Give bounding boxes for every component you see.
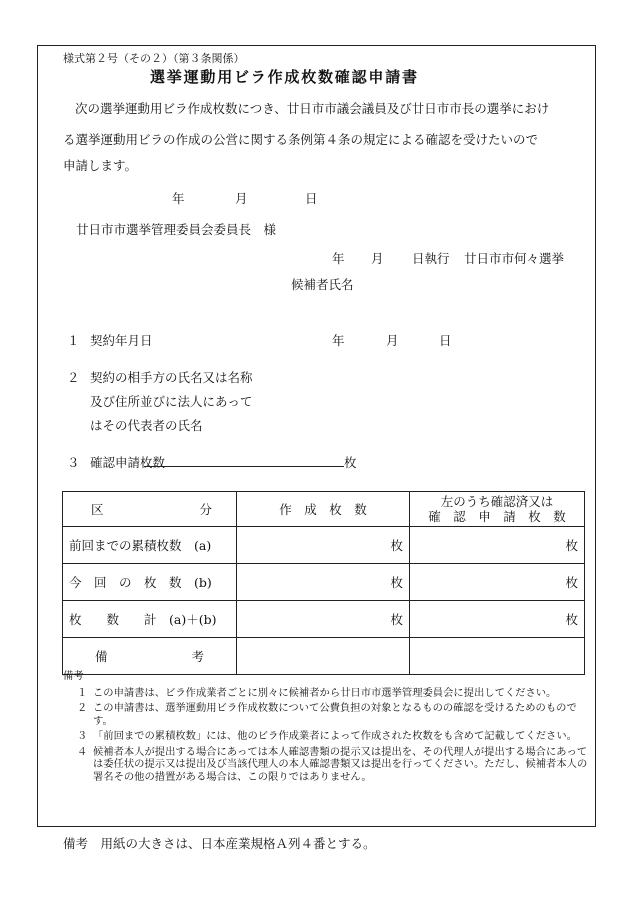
notes-heading: 備考 xyxy=(63,670,84,682)
item-2-line-3: はその代表者の氏名 xyxy=(90,418,203,433)
contract-day: 日 xyxy=(439,333,452,348)
election-name: 廿日市市何々選挙 xyxy=(464,251,565,266)
note-text: 「前回までの累積枚数」には、他のビラ作成業者によって作成された枚数をも含めて記載してください。 xyxy=(93,730,577,742)
page-title: 選挙運動用ビラ作成枚数確認申請書 xyxy=(150,68,419,86)
header-produced-count: 作 成 枚 数 xyxy=(237,492,410,527)
produced-count-cell[interactable]: 枚 xyxy=(237,527,410,564)
table-row xyxy=(63,527,585,564)
note-text: この申請書は、ビラ作成業者ごとに別々に候補者から廿日市市選挙管理委員会に提出してください。 xyxy=(93,686,557,699)
table-remarks-row xyxy=(63,638,585,675)
footer-note: 備考 用紙の大きさは、日本産業規格Ａ列４番とする。 xyxy=(63,836,376,851)
remarks-label: 備 考 xyxy=(63,638,237,675)
item-2-number: ２ xyxy=(67,370,80,385)
election-day-exec: 日執行 xyxy=(412,251,450,266)
item-1-label: 契約年月日 xyxy=(90,333,153,348)
remarks-cell[interactable] xyxy=(410,638,585,675)
header-category: 区 分 xyxy=(63,492,237,527)
item-3-unit: 枚 xyxy=(344,455,357,470)
intro-line-1: 次の選挙運動用ビラ作成枚数につき、廿日市市議会議員及び廿日市市長の選挙におけ xyxy=(75,101,550,116)
item-3-number: ３ xyxy=(67,455,80,470)
row-label: 前回までの累積枚数 (a) xyxy=(63,527,237,564)
note-text: 候補者本人が提出する場合にあっては本人確認書類の提示又は提出を、その代理人が提出する場合にあっては委任状の提示又は提出及び当該代理人の本人確認書類又は提出を行ってください。ただし、候補者本人の署名その他の措置がある場合は、この限りではありません。 xyxy=(93,745,588,783)
table-row xyxy=(63,564,585,601)
addressee: 廿日市市選挙管理委員会委員長 様 xyxy=(76,222,277,237)
header-confirmed-count: 左のうち確認済又は 確 認 申 請 枚 数 xyxy=(410,492,585,527)
row-label: 今 回 の 枚 数 (b) xyxy=(63,564,237,601)
produced-count-cell[interactable]: 枚 xyxy=(237,564,410,601)
count-table xyxy=(62,491,585,675)
remarks-cell[interactable] xyxy=(237,638,410,675)
form-number: 様式第２号（その２）（第３条関係） xyxy=(63,52,245,65)
confirmed-count-cell[interactable]: 枚 xyxy=(410,564,585,601)
intro-line-2: る選挙運動用ビラの作成の公営に関する条例第４条の規定による確認を受けたいので xyxy=(63,132,539,147)
confirmed-count-cell[interactable]: 枚 xyxy=(410,601,585,638)
election-month: 月 xyxy=(371,251,384,266)
candidate-label: 候補者氏名 xyxy=(291,277,354,292)
note-number: ２ xyxy=(77,702,88,714)
note-item xyxy=(63,730,588,743)
notes-section xyxy=(63,670,588,783)
date-month: 月 xyxy=(235,191,248,206)
confirmed-count-cell[interactable]: 枚 xyxy=(410,527,585,564)
note-number: １ xyxy=(77,686,88,699)
date-year: 年 xyxy=(172,191,185,206)
note-item xyxy=(63,702,588,727)
note-text: この申請書は、選挙運動用ビラ作成枚数について公費負担の対象となるものの確認を受けるためのものです。 xyxy=(93,702,577,727)
note-item xyxy=(63,746,588,784)
item-2-line-1: 契約の相手方の氏名又は名称 xyxy=(90,370,253,385)
produced-count-cell[interactable]: 枚 xyxy=(237,601,410,638)
note-item xyxy=(63,687,588,700)
request-count-underline xyxy=(144,466,344,467)
row-label: 枚 数 計 (a)＋(b) xyxy=(63,601,237,638)
item-2-line-2: 及び住所並びに法人にあって xyxy=(90,394,253,409)
note-number: ３ xyxy=(77,730,88,742)
contract-month: 月 xyxy=(386,333,399,348)
election-year: 年 xyxy=(332,251,345,266)
item-1-number: １ xyxy=(67,333,80,348)
table-header-row xyxy=(63,492,585,527)
contract-year: 年 xyxy=(332,333,345,348)
intro-line-3: 申請します。 xyxy=(63,158,138,173)
date-day: 日 xyxy=(305,191,318,206)
item-3-label: 確認申請枚数 xyxy=(90,455,166,470)
note-number: ４ xyxy=(77,745,88,758)
table-row xyxy=(63,601,585,638)
